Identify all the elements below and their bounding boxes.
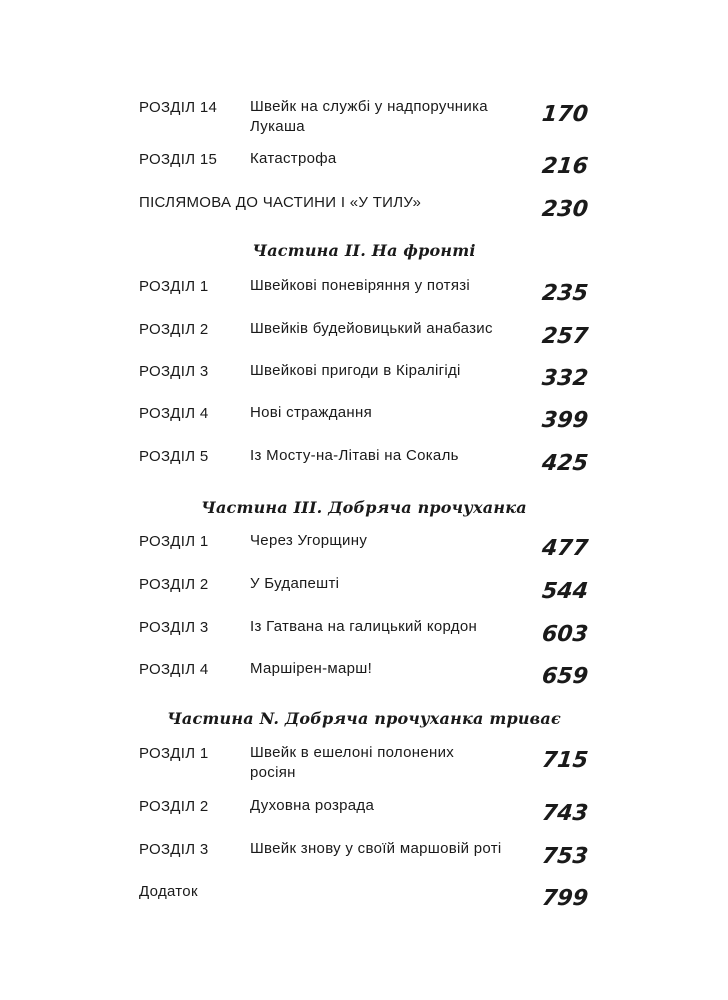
chapter-title: Швейків будейовицький анабазис — [250, 320, 493, 337]
page-number: 743 — [540, 801, 590, 826]
page-number: 799 — [540, 886, 590, 911]
chapter-title: Катастрофа — [250, 150, 337, 167]
chapter-title: Швейк на службі у надпоручника Лукаша — [250, 98, 488, 135]
appendix-title: Додаток — [139, 883, 198, 900]
chapter-label: РОЗДІЛ 4 — [139, 405, 209, 422]
page-number: 477 — [540, 536, 590, 561]
part-heading: Частина N. Добряча прочуханка триває — [167, 709, 561, 728]
page-number: 544 — [540, 579, 590, 604]
chapter-title: Через Угорщину — [250, 532, 368, 549]
page-number: 170 — [540, 102, 590, 127]
chapter-label: РОЗДІЛ 1 — [139, 745, 209, 762]
chapter-title: Із Гатвана на галицький кордон — [250, 618, 478, 635]
chapter-label: РОЗДІЛ 4 — [139, 661, 209, 678]
afterword-title: ПІСЛЯМОВА ДО ЧАСТИНИ І «У ТИЛУ» — [139, 194, 422, 211]
chapter-label: РОЗДІЛ 1 — [139, 278, 209, 295]
chapter-title: Швейк знову у своїй маршовій роті — [250, 840, 502, 857]
chapter-label: РОЗДІЛ 2 — [139, 576, 209, 593]
chapter-title: Швейкові пригоди в Кіралігіді — [250, 362, 461, 379]
page-number: 659 — [540, 664, 590, 689]
chapter-title: Швейкові поневіряння у потязі — [250, 277, 471, 294]
part-heading: Частина ІІ. На фронті — [252, 241, 476, 260]
chapter-label: РОЗДІЛ 5 — [139, 448, 209, 465]
chapter-title: У Будапешті — [250, 575, 340, 592]
chapter-label: РОЗДІЛ 15 — [139, 151, 218, 168]
chapter-label: РОЗДІЛ 14 — [139, 99, 218, 116]
chapter-label: РОЗДІЛ 2 — [139, 321, 209, 338]
chapter-label: РОЗДІЛ 2 — [139, 798, 209, 815]
page-number: 603 — [540, 622, 590, 647]
page-number: 230 — [540, 197, 590, 222]
page-number: 399 — [540, 408, 590, 433]
page-number: 235 — [540, 281, 590, 306]
page-number: 332 — [540, 366, 590, 391]
page-number: 753 — [540, 844, 590, 869]
page-number: 425 — [540, 451, 590, 476]
chapter-label: РОЗДІЛ 1 — [139, 533, 209, 550]
page-number: 257 — [540, 324, 590, 349]
page-number: 715 — [540, 748, 590, 773]
chapter-label: РОЗДІЛ 3 — [139, 619, 209, 636]
chapter-title: Нові страждання — [250, 404, 373, 421]
chapter-title: Маршірен-марш! — [250, 660, 373, 677]
chapter-label: РОЗДІЛ 3 — [139, 841, 209, 858]
chapter-title: Швейк в ешелоні полонених росіян — [250, 744, 455, 781]
chapter-label: РОЗДІЛ 3 — [139, 363, 209, 380]
part-heading: Частина ІІІ. Добряча прочуханка — [201, 498, 527, 517]
chapter-title: Духовна розрада — [250, 797, 375, 814]
page-number: 216 — [540, 154, 590, 179]
chapter-title: Із Мосту-на-Літаві на Сокаль — [250, 447, 459, 464]
